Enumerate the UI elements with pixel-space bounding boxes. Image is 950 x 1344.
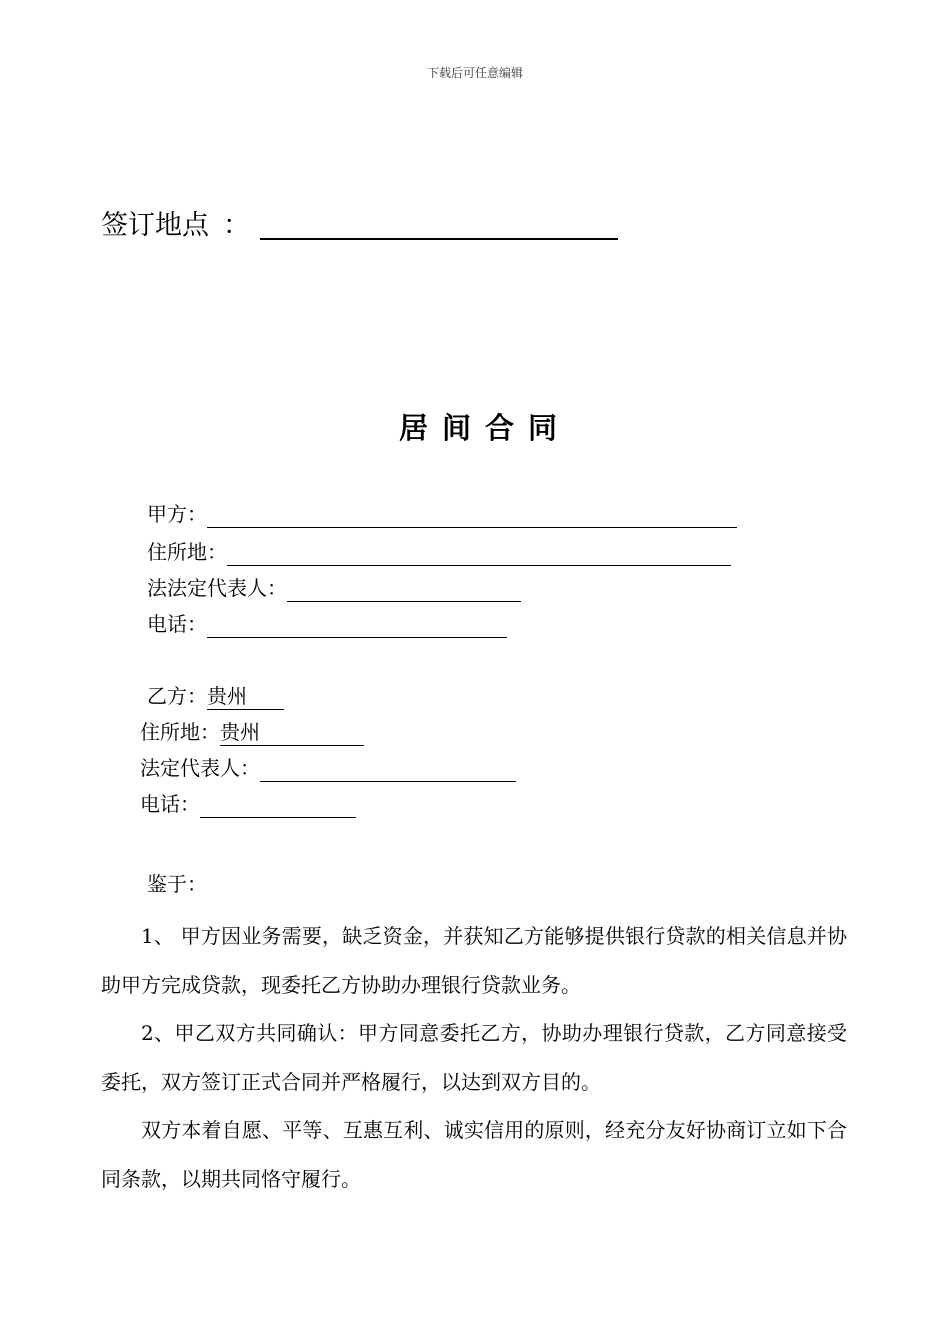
party-b-rep-label: 法定代表人： <box>140 756 260 780</box>
party-a-address-blank[interactable] <box>227 539 731 566</box>
sign-place-colon: ： <box>223 210 250 241</box>
principle-paragraph: 双方本着自愿、平等、互惠互利、诚实信用的原则，经充分友好协商订立如下合同条款，以期共同恪守履行。 <box>101 1118 847 1191</box>
sign-place-blank[interactable] <box>260 238 618 240</box>
sign-place-row <box>101 206 618 246</box>
party-b-name-label: 乙方： <box>147 684 207 708</box>
party-b-address-label: 住所地： <box>140 720 220 744</box>
party-a-phone-row <box>147 610 507 638</box>
party-a-rep-label: 法法定代表人： <box>147 576 287 600</box>
party-b-name-row <box>147 682 284 710</box>
party-a-rep-row <box>147 574 521 602</box>
party-a-name-blank[interactable] <box>207 501 737 528</box>
document-title: 居间合同 <box>398 411 571 445</box>
party-b-address-blank[interactable]: 贵州 <box>220 719 364 746</box>
party-a-address-row <box>147 538 731 566</box>
whereas-clause-2: 2、甲乙双方共同确认：甲方同意委托乙方，协助办理银行贷款，乙方同意接受委托，双方签订正式合同并严格履行，以达到双方目的。 <box>101 1021 847 1094</box>
party-b-rep-row <box>140 754 516 782</box>
party-a-rep-blank[interactable] <box>287 575 521 602</box>
whereas-clause-1: 1、 甲方因业务需要，缺乏资金，并获知乙方能够提供银行贷款的相关信息并协助甲方完成贷款，现委托乙方协助办理银行贷款业务。 <box>101 924 847 997</box>
party-a-address-label: 住所地： <box>147 540 227 564</box>
party-a-phone-label: 电话： <box>147 612 207 636</box>
party-b-phone-blank[interactable] <box>200 791 356 818</box>
sign-place-label: 签订地点 <box>101 210 209 241</box>
party-b-phone-label: 电话： <box>140 792 200 816</box>
party-b-name-blank[interactable]: 贵州 <box>207 683 284 710</box>
party-a-phone-blank[interactable] <box>207 611 507 638</box>
whereas-label: 鉴于： <box>147 872 207 896</box>
party-b-rep-blank[interactable] <box>260 755 516 782</box>
header-note: 下载后可任意编辑 <box>426 66 523 80</box>
party-a-name-row <box>147 500 737 528</box>
party-b-phone-row <box>140 790 356 818</box>
party-a-name-label: 甲方： <box>147 502 207 526</box>
party-b-address-row <box>140 718 364 746</box>
